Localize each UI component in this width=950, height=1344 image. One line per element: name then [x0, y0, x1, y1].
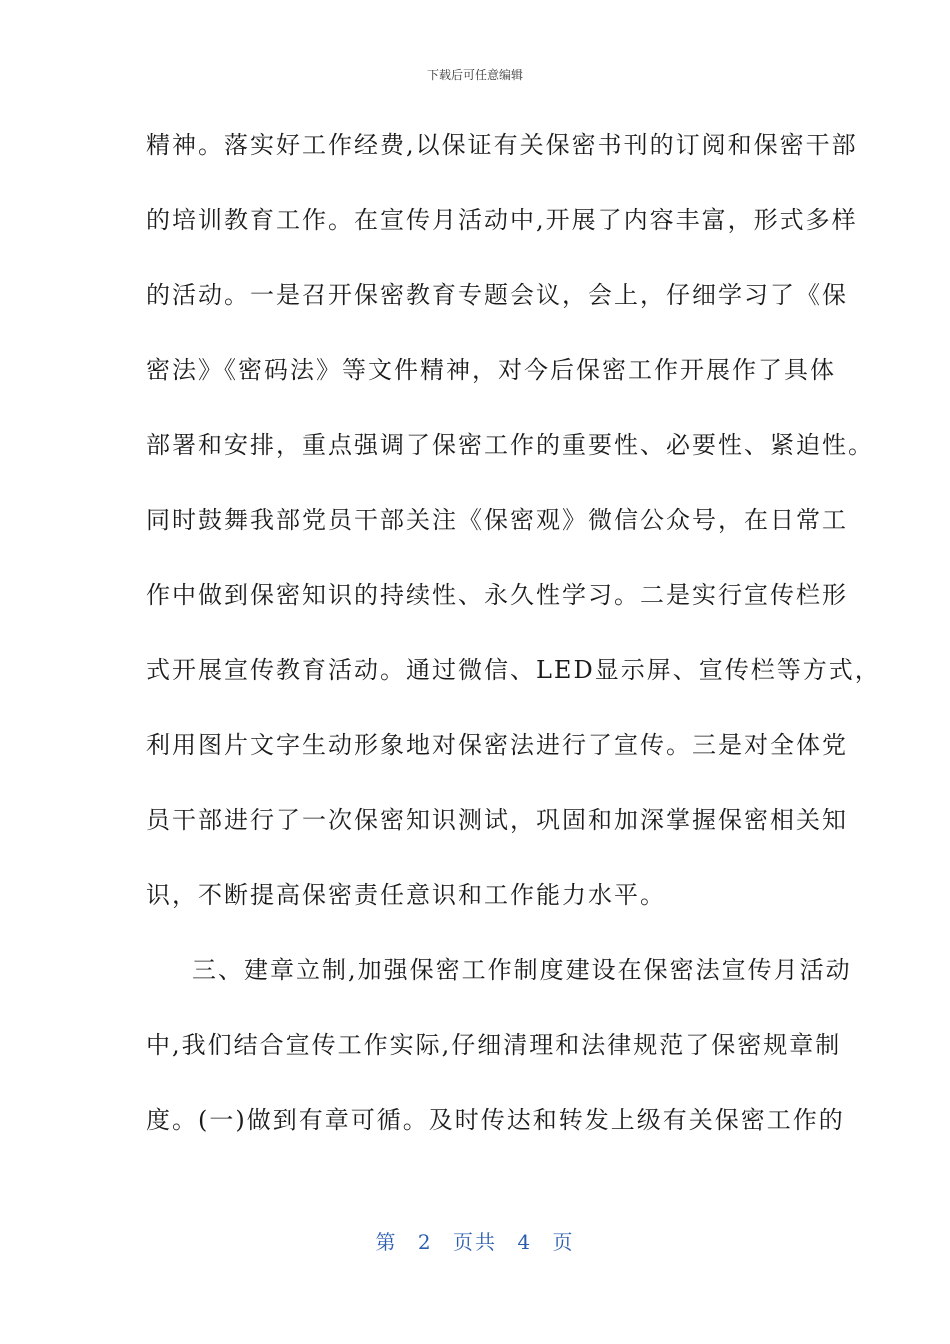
body-line: 作中做到保密知识的持续性、永久性学习。二是实行宣传栏形: [146, 581, 848, 609]
page-total: 4: [517, 1230, 533, 1254]
body-line: 同时鼓舞我部党员干部关注《保密观》微信公众号，在日常工: [146, 506, 848, 534]
section-heading-line: 三、建章立制,加强保密工作制度建设在保密法宣传月活动: [192, 956, 852, 984]
body-line: 度。(一)做到有章可循。及时传达和转发上级有关保密工作的: [146, 1106, 845, 1134]
body-line: 识，不断提高保密责任意识和工作能力水平。: [146, 881, 666, 909]
page-label-suffix: 页: [552, 1230, 575, 1254]
body-line: 利用图片文字生动形象地对保密法进行了宣传。三是对全体党: [146, 731, 848, 759]
body-line: 精神。落实好工作经费,以保证有关保密书刊的订阅和保密干部: [146, 131, 858, 159]
body-line: 的活动。一是召开保密教育专题会议，会上，仔细学习了《保: [146, 281, 848, 309]
document-body: [146, 125, 881, 1175]
body-line: 的培训教育工作。在宣传月活动中,开展了内容丰富，形式多样: [146, 206, 858, 234]
page-header-note: 下载后可任意编辑: [426, 68, 523, 82]
body-line: 中,我们结合宣传工作实际,仔细清理和法律规范了保密规章制: [146, 1031, 842, 1059]
page-number-footer: [0, 1226, 950, 1255]
page-label-prefix: 第: [375, 1230, 398, 1254]
body-line: 员干部进行了一次保密知识测试，巩固和加深掌握保密相关知: [146, 806, 848, 834]
page-current: 2: [417, 1230, 433, 1254]
body-line: 部署和安排，重点强调了保密工作的重要性、必要性、紧迫性。: [146, 431, 874, 459]
page-label-mid: 页共: [453, 1230, 497, 1254]
body-line: 式开展宣传教育活动。通过微信、LED显示屏、宣传栏等方式，: [146, 656, 881, 684]
body-line: 密法》《密码法》等文件精神，对今后保密工作开展作了具体: [146, 356, 836, 384]
